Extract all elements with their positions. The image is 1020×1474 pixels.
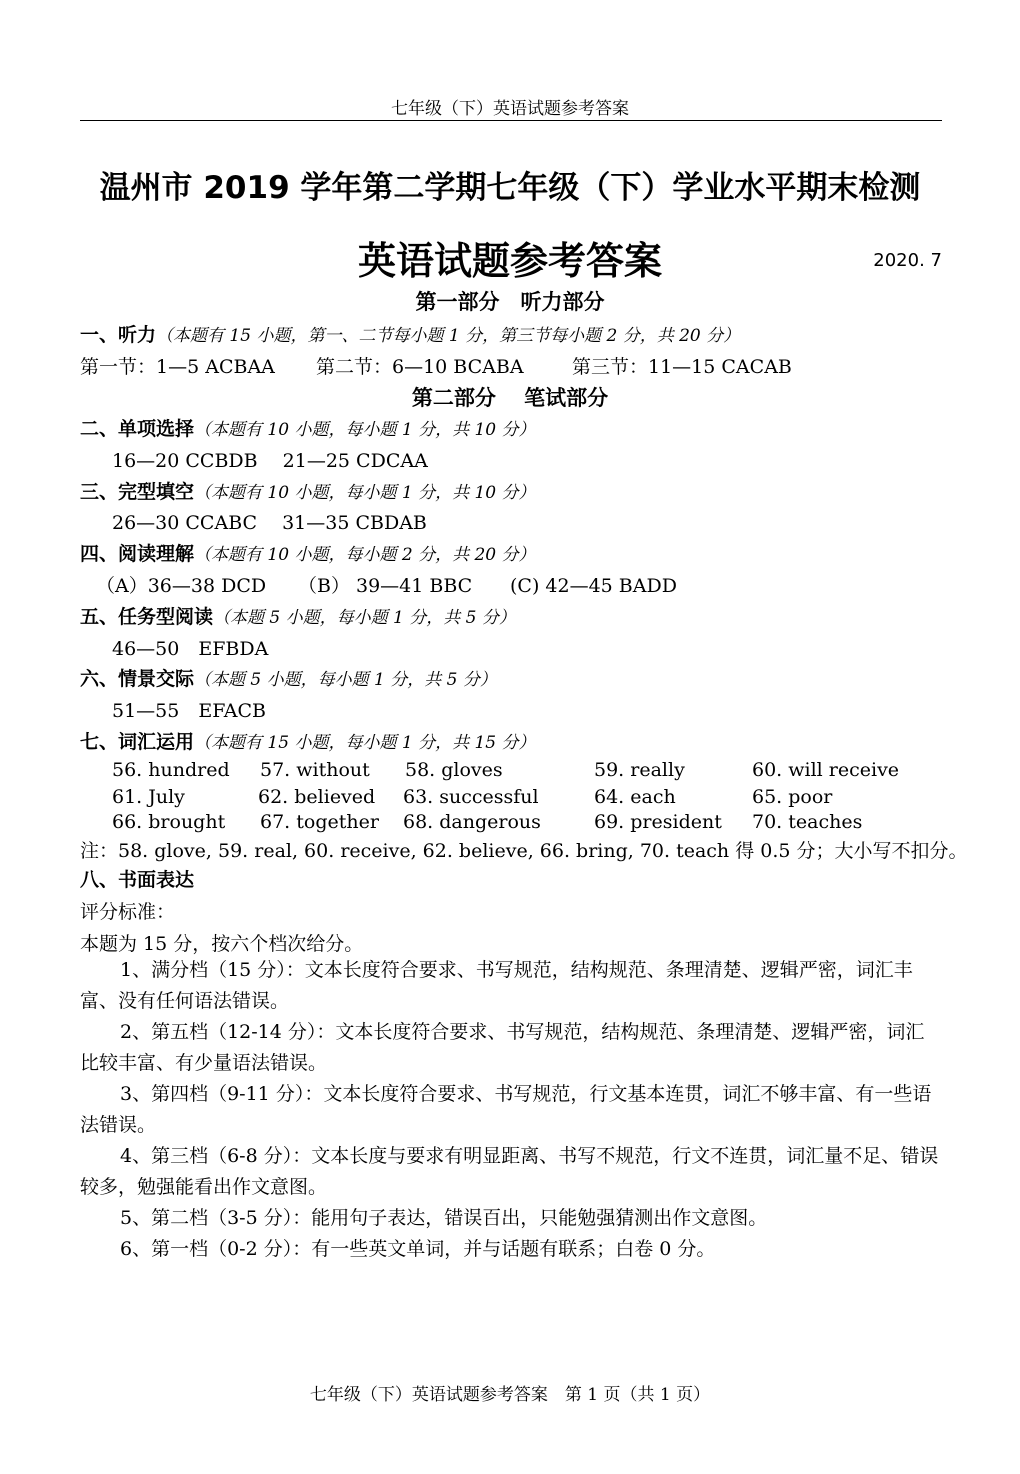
vocab-answer: 69. president <box>594 811 722 833</box>
section2-heading <box>80 414 536 441</box>
vocab-answer: 67. together <box>260 811 379 833</box>
section2-answers: 16—20 CCBDB 21—25 CDCAA <box>112 450 428 472</box>
header-rule <box>80 120 942 121</box>
section7-note: （本题有 15 小题，每小题 1 分，共 15 分） <box>194 733 536 753</box>
section7-title: 七、词汇运用 <box>80 731 195 753</box>
criteria-item: 3、第四档（9-11 分）：文本长度符合要求、书写规范，行文基本连贯，词汇不够丰富、有一些语法错误。 <box>80 1083 932 1136</box>
vocab-answer: 68. dangerous <box>403 811 541 833</box>
answer-group: （B） 39—41 BBC <box>298 575 473 597</box>
section7-heading <box>80 727 536 754</box>
section5-heading <box>80 602 516 629</box>
answer-group: （A）36—38 DCD <box>96 575 267 597</box>
vocab-note: 注：58. glove, 59. real, 60. receive, 62. believe, 66. bring, 70. teach 得 0.5 分；大小写不扣分。 <box>80 840 968 862</box>
section1-answers <box>80 352 792 379</box>
criteria-intro: 本题为 15 分，按六个档次给分。 <box>80 933 364 955</box>
section8-title: 八、书面表达 <box>80 869 195 891</box>
section8-heading <box>80 865 194 892</box>
section4-heading <box>80 539 536 566</box>
section1-heading <box>80 320 740 347</box>
section6-note: （本题 5 小题，每小题 1 分，共 5 分） <box>194 670 497 690</box>
vocab-answer: 59. really <box>594 759 685 781</box>
vocab-answer: 70. teaches <box>752 811 863 833</box>
section5-answers: 46—50 EFBDA <box>112 638 269 660</box>
document-subtitle: 英语试题参考答案 <box>357 239 662 283</box>
section2-note: （本题有 10 小题，每小题 1 分，共 10 分） <box>194 420 536 440</box>
section5-title: 五、任务型阅读 <box>80 606 214 628</box>
vocab-answer: 56. hundred <box>112 759 230 781</box>
answer-group: 第三节：11—15 CACAB <box>572 356 792 378</box>
section4-answers <box>96 571 677 598</box>
vocab-answer: 61. July <box>112 786 185 808</box>
section6-heading <box>80 664 497 691</box>
criteria-label: 评分标准： <box>80 901 176 923</box>
vocab-answer: 63. successful <box>403 786 539 808</box>
answer-group: 第一节：1—5 ACBAA <box>80 356 275 378</box>
part2-heading: 第二部分 笔试部分 <box>411 386 609 410</box>
section3-title: 三、完型填空 <box>80 481 195 503</box>
vocab-answer: 66. brought <box>112 811 226 833</box>
section4-title: 四、阅读理解 <box>80 543 195 565</box>
section1-note: （本题有 15 小题，第一、二节每小题 1 分，第三节每小题 2 分，共 20 分） <box>156 326 741 346</box>
vocab-answer: 64. each <box>594 786 676 808</box>
running-header: 七年级（下）英语试题参考答案 <box>391 99 629 119</box>
criteria-list <box>80 955 942 1265</box>
criteria-item: 2、第五档（12-14 分）：文本长度符合要求、书写规范，结构规范、条理清楚、逻辑严密，词汇比较丰富、有少量语法错误。 <box>80 1021 925 1074</box>
criteria-item: 5、第二档（3-5 分）：能用句子表达，错误百出，只能勉强猜测出作文意图。 <box>120 1207 768 1229</box>
part1-heading: 第一部分 听力部分 <box>415 290 605 314</box>
section2-title: 二、单项选择 <box>80 418 195 440</box>
answer-group: 第二节：6—10 BCABA <box>316 356 524 378</box>
section5-note: （本题 5 小题，每小题 1 分，共 5 分） <box>213 608 516 628</box>
criteria-item: 6、第一档（0-2 分）：有一些英文单词，并与话题有联系；白卷 0 分。 <box>120 1238 716 1260</box>
document-date: 2020. 7 <box>873 250 942 271</box>
vocab-answer: 62. believed <box>258 786 376 808</box>
answer-group: (C) 42—45 BADD <box>510 575 677 597</box>
criteria-item: 4、第三档（6-8 分）：文本长度与要求有明显距离、书写不规范，行文不连贯，词汇量不足、错误较多，勉强能看出作文意图。 <box>80 1145 939 1198</box>
section3-heading <box>80 477 536 504</box>
section1-title: 一、听力 <box>80 324 157 346</box>
vocab-answer: 57. without <box>260 759 370 781</box>
page-footer: 七年级（下）英语试题参考答案 第 1 页（共 1 页） <box>309 1385 711 1405</box>
section6-answers: 51—55 EFACB <box>112 700 266 722</box>
vocab-answer: 58. gloves <box>405 759 503 781</box>
document-title: 温州市 2019 学年第二学期七年级（下）学业水平期末检测 <box>99 170 921 206</box>
section4-note: （本题有 10 小题，每小题 2 分，共 20 分） <box>194 545 536 565</box>
vocab-answer: 60. will receive <box>752 759 900 781</box>
section3-note: （本题有 10 小题，每小题 1 分，共 10 分） <box>194 483 536 503</box>
vocab-answer: 65. poor <box>752 786 833 808</box>
criteria-item: 1、满分档（15 分）：文本长度符合要求、书写规范，结构规范、条理清楚、逻辑严密，词汇丰富、没有任何语法错误。 <box>80 959 913 1012</box>
section3-answers: 26—30 CCABC 31—35 CBDAB <box>112 512 427 534</box>
section6-title: 六、情景交际 <box>80 668 195 690</box>
